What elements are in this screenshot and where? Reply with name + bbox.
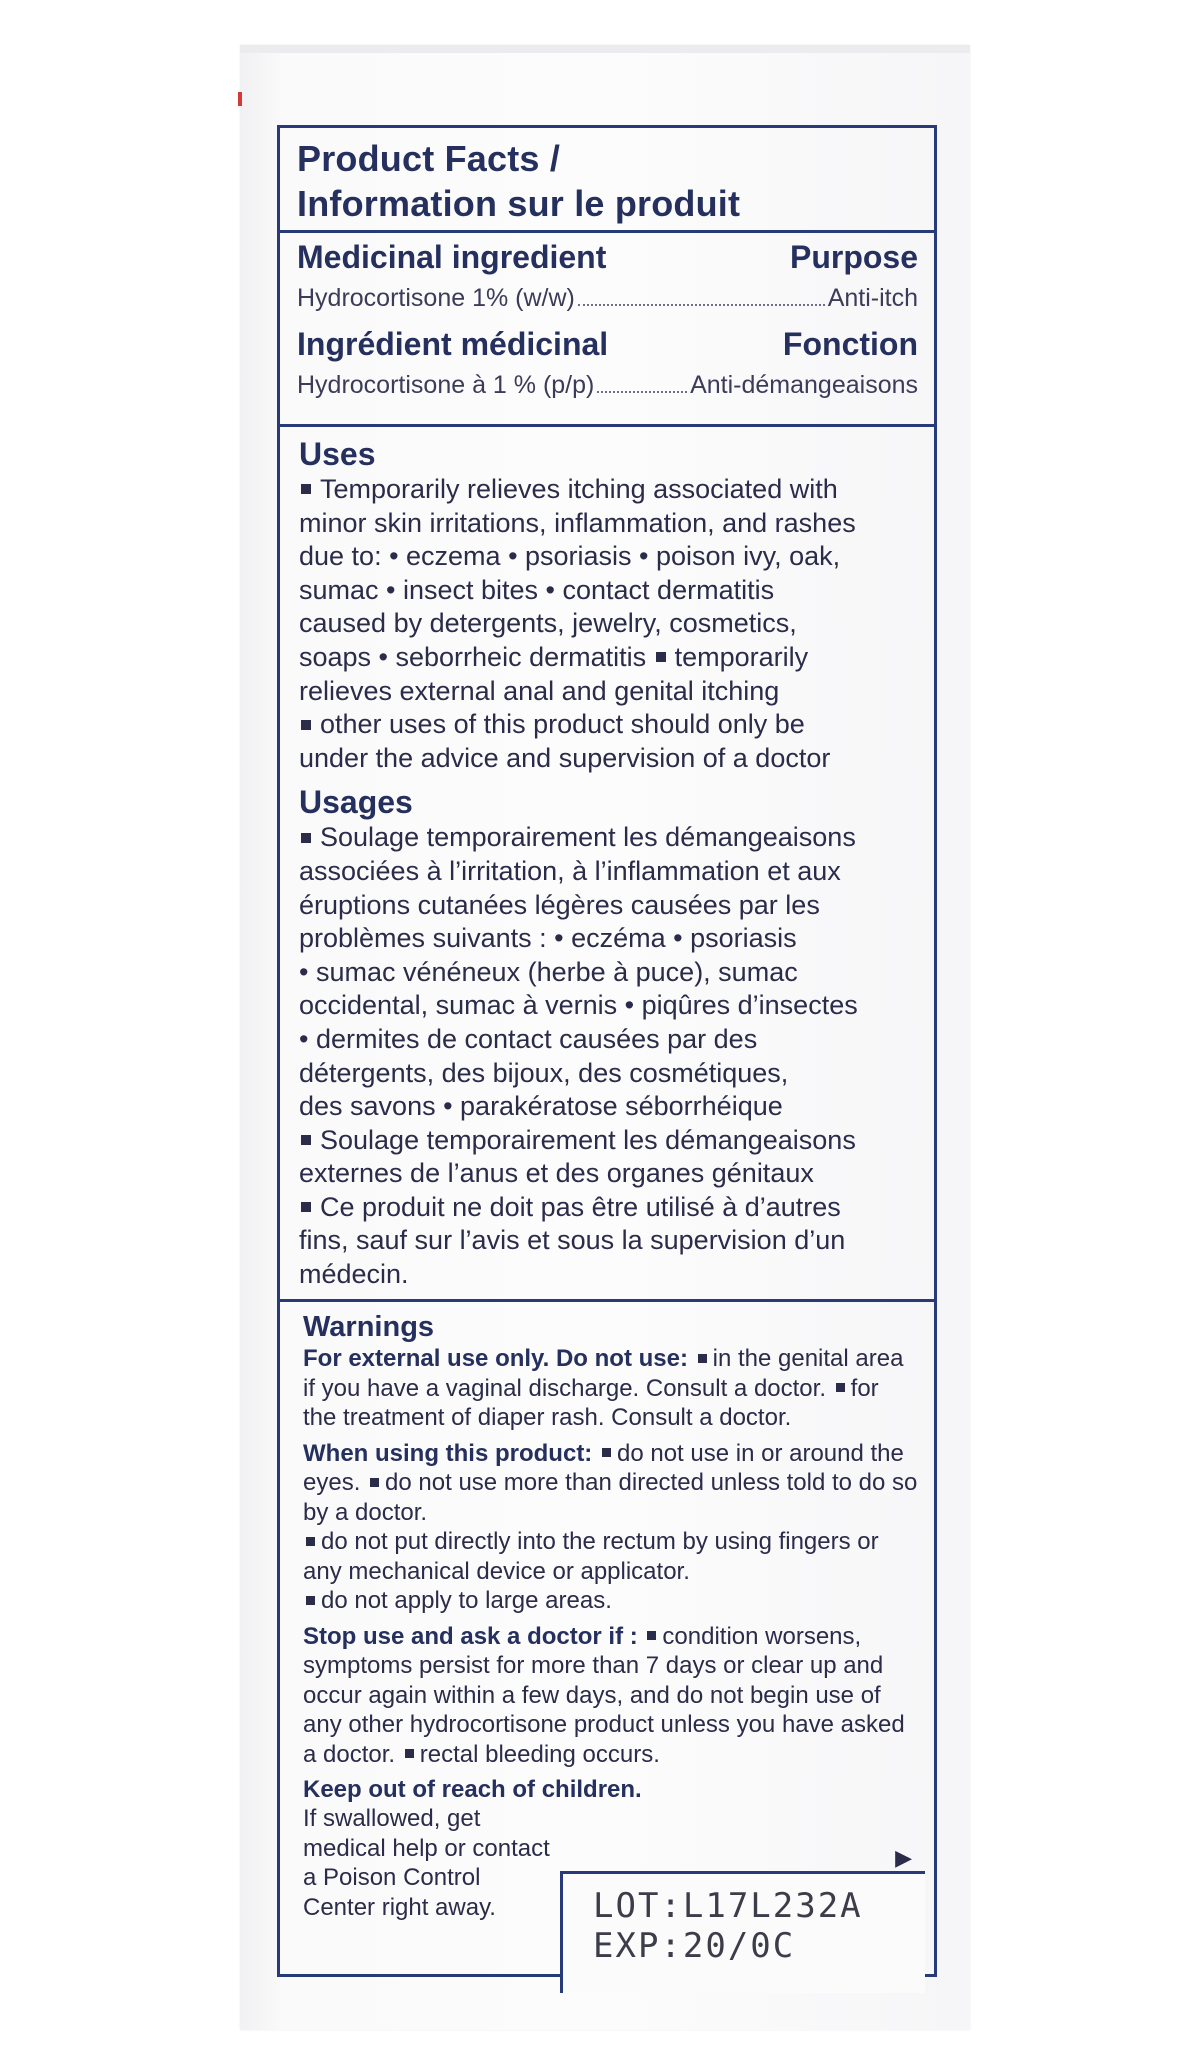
ingredient-row-en [297,284,918,326]
fonction-heading: Fonction [782,326,918,362]
usages-line: médecin. [299,1259,409,1290]
bullet-square-icon [836,1383,845,1392]
lot-expiry-box [560,1871,925,1993]
bullet-square-icon [301,720,311,730]
red-print-mark [238,92,242,106]
bullet-square-icon [301,833,311,843]
bullet-square-icon [306,1537,315,1546]
bullet-square-icon [405,1749,414,1758]
external-use-label: For external use only. Do not use: [303,1345,688,1372]
usages-line: • sumac vénéneux (herbe à puce), sumac [299,956,798,987]
keep-out-of-reach: Keep out of reach of children. [303,1776,642,1803]
uses-line: other uses of this product should only be [320,709,805,740]
stop-use-warning [303,1622,918,1770]
product-facts-panel [277,125,937,1977]
uses-line: due to: • eczema • psoriasis • poison ivy, oak, [299,541,841,572]
usages-line: Soulage temporairement les démangeaisons [320,1124,856,1155]
ingredient-purpose-en: Anti-itch [827,284,918,312]
external-use-item: in the genital area if you have a vaginal discharge. Consult a doctor. [303,1345,904,1402]
uses-line: soaps • seborrheic dermatitis [299,641,647,672]
bullet-square-icon [370,1478,379,1487]
usages-line: Soulage temporairement les démangeaisons [320,822,856,853]
swallowed-instructions: If swallowed, get medical help or contact a Poison Control Center right away. [303,1805,550,1921]
uses-heading: Uses [299,436,376,472]
uses-line: relieves external anal and genital itching [299,675,780,706]
title-line-2: Information sur le produit [297,183,741,224]
stop-use-item: condition worsens, symptoms persist for more than 7 days or clear up and occur again within a few days, and do not begin use of any other hydrocortisone product unless you have asked a doctor. [303,1622,905,1768]
title-line-1: Product Facts / [297,138,561,179]
when-using-warning [303,1439,918,1616]
bullet-square-icon [698,1354,707,1363]
bullet-square-icon [647,1631,656,1640]
uses-section [280,427,934,1302]
when-using-item: do not use more than directed unless told to do so by a doctor. [303,1469,918,1526]
bullet-square-icon [301,484,311,494]
uses-line: under the advice and supervision of a doctor [299,742,831,773]
expiry-date: EXP:20/0C [593,1926,796,1966]
medicinal-ingredient-heading: Medicinal ingredient [297,239,607,275]
dotted-leader [597,391,687,393]
usages-line: occidental, sumac à vernis • piqûres d’insectes [299,990,858,1021]
ingredient-medicinal-heading: Ingrédient médicinal [297,326,609,362]
ingredient-name-fr: Hydrocortisone à 1 % (p/p) [297,371,595,399]
dotted-leader [578,304,825,306]
external-use-warning [303,1344,918,1433]
ingredient-header-fr [297,326,918,371]
usages-line: problèmes suivants : • eczéma • psoriasis [299,923,797,954]
product-facts-title [297,136,918,226]
warnings-section [280,1302,934,1974]
ingredients-section [280,233,934,427]
warnings-heading: Warnings [303,1311,435,1343]
continue-arrow-icon: ▶ [895,1845,912,1870]
usages-text [299,821,918,1291]
stop-use-item: rectal bleeding occurs. [419,1740,660,1768]
uses-line: minor skin irritations, inflammation, and rashes [299,507,856,538]
product-facts-title-section [280,128,934,233]
bullet-square-icon [301,1135,311,1145]
usages-line: fins, sauf sur l’avis et sous la supervision d’un [299,1225,846,1256]
carton-top-edge [240,45,970,53]
usages-line: détergents, des bijoux, des cosmétiques, [299,1057,789,1088]
usages-line: associées à l’irritation, à l’inflammation et aux [299,855,841,886]
usages-line: éruptions cutanées légères causées par les [299,889,820,920]
when-using-item: do not put directly into the rectum by using fingers or any mechanical device or applicator. [303,1528,879,1585]
bullet-square-icon [656,652,666,662]
ingredient-row-fr [297,371,918,413]
usages-line: Ce produit ne doit pas être utilisé à d’autres [320,1191,841,1222]
usages-heading: Usages [299,784,413,821]
ingredient-header-en [297,239,918,284]
usages-line: des savons • parakératose séborrhéique [299,1091,783,1122]
bullet-square-icon [306,1596,315,1605]
ingredient-purpose-fr: Anti-démangeaisons [690,371,918,399]
uses-line: caused by detergents, jewelry, cosmetics, [299,608,797,639]
uses-text [299,473,918,775]
bullet-square-icon [301,1202,311,1212]
lot-number: LOT:L17L232A [593,1886,863,1926]
external-use-item: for the treatment of diaper rash. Consult a doctor. [303,1374,879,1431]
when-using-item: do not use in or around the eyes. [303,1439,904,1496]
usages-line: externes de l’anus et des organes génitaux [299,1158,814,1189]
stop-use-label: Stop use and ask a doctor if : [303,1622,638,1650]
uses-line: Temporarily relieves itching associated with [320,474,838,504]
purpose-heading: Purpose [789,239,918,275]
usages-line: • dermites de contact causées par des [299,1023,758,1054]
when-using-label: When using this product: [303,1439,593,1467]
when-using-item: do not apply to large areas. [321,1587,612,1614]
bullet-square-icon [602,1448,611,1457]
uses-line: sumac • insect bites • contact dermatitis [299,574,775,605]
uses-line: temporarily [674,641,809,672]
ingredient-name-en: Hydrocortisone 1% (w/w) [297,284,575,312]
